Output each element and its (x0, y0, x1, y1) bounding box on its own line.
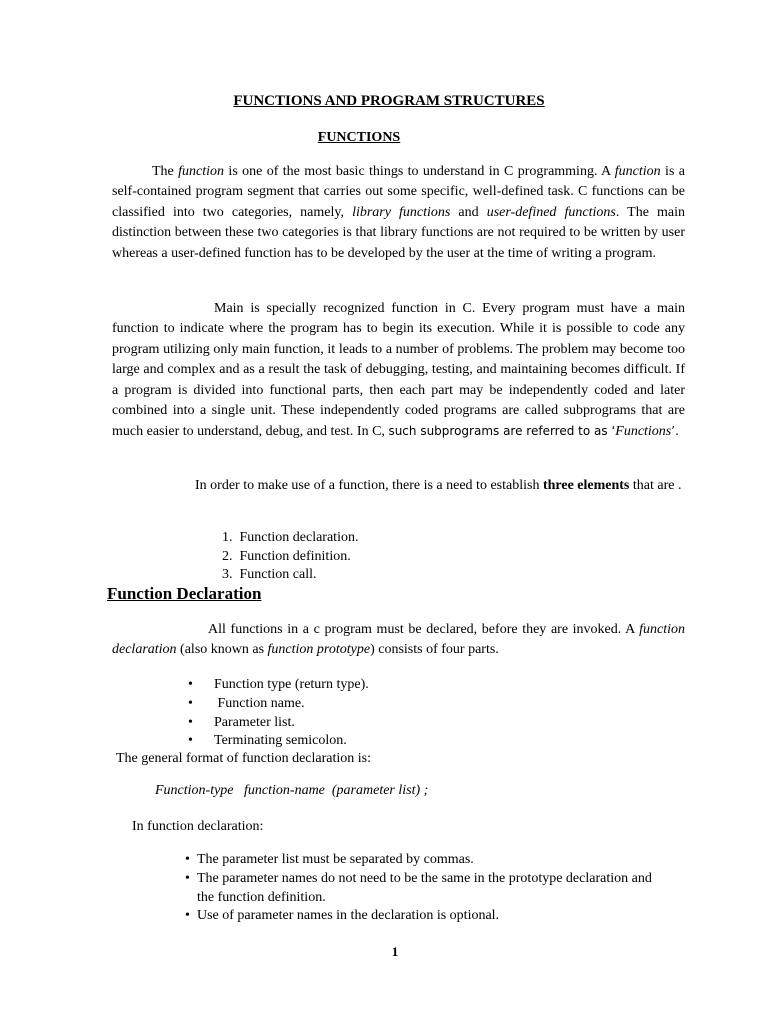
elements-paragraph: In order to make use of a function, there is a need to establish three elements that are . (195, 478, 682, 493)
bullet-icon: • (185, 908, 190, 924)
list-item: • Terminating semicolon. (188, 732, 369, 751)
main-function-paragraph: Main is specially recognized function in C. Every program must have a main function to indicate where the program has to begin its execution. While it is possible to code any program utilizing only main function, it leads to a number of problems. The problem may become too large and complex and as a result the task of debugging, testing, and maintaining becomes difficult. If a program is divided into functional parts, then each part may be independently coded and later combined into a single unit. These independently coded programs are called subprograms that are much easier to understand, debug, and test. In C, such subprograms are referred to as ‘Functions’. (112, 301, 685, 440)
list-item: • Use of parameter names in the declaration is optional. (185, 907, 685, 926)
general-format-label: The general format of function declaration is: (116, 751, 372, 766)
list-item: • The parameter names do not need to be the same in the prototype declaration and the function definition. (185, 870, 652, 905)
list-item: 2. Function definition. (222, 548, 351, 564)
bullet-icon: • (185, 852, 190, 867)
elements-list (222, 529, 358, 585)
declaration-paragraph: All functions in a c program must be declared, before they are invoked. A function declaration (also known as function prototype) consists of four parts. (112, 622, 685, 658)
section-subtitle: FUNCTIONS (317, 130, 401, 145)
intro-paragraph: The function is one of the most basic things to understand in C programming. A function is a self-contained program segment that carries out some specific, well-defined task. C functions can be classified into two categories, namely, library functions and user-defined functions. The main distinction between these two categories is that library functions are not required to be written by user whereas a user-defined function has to be developed by the user at the time of writing a program. (112, 164, 685, 261)
bullet-icon: • (188, 733, 193, 749)
bullet-icon: • (188, 714, 193, 730)
section-heading: Function Declaration (107, 584, 262, 603)
bullet-icon: • (188, 695, 193, 711)
in-declaration-label: In function declaration: (132, 819, 264, 834)
bullet-icon: • (188, 677, 193, 692)
bullet-icon: • (185, 870, 190, 886)
parts-list (188, 676, 369, 751)
notes-list (185, 851, 685, 926)
list-item: • Function type (return type). (188, 676, 369, 695)
list-item: • Function name. (188, 695, 369, 714)
page-title: FUNCTIONS AND PROGRAM STRUCTURES (233, 93, 545, 109)
page-number: 1 (391, 944, 399, 959)
list-item: • Parameter list. (188, 714, 369, 733)
format-line: Function-type function-name (parameter list) ; (155, 783, 429, 798)
list-item: 1. Function declaration. (222, 530, 359, 545)
list-item: 3. Function call. (222, 567, 317, 582)
list-item: • The parameter list must be separated by commas. (185, 851, 685, 870)
